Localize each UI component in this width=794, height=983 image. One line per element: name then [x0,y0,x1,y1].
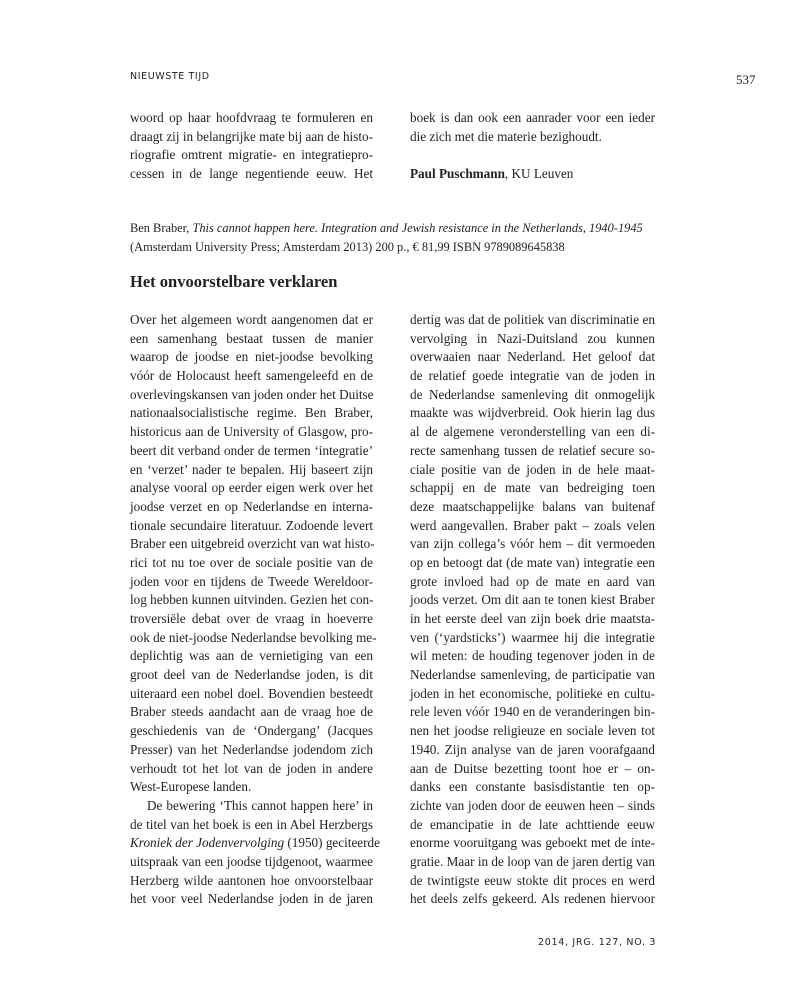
text-line: ven (‘yardsticks’) waarmee hij die integratie [410,629,655,645]
text-line: overwaaien naar Nederland. Het geloof dat [410,349,655,365]
text-line: boek is dan ook een aanrader voor een ieder [410,110,655,125]
previous-review-right-column [410,109,655,184]
book-title: This cannot happen here. Integration and Jewish resistance in the Netherlands, 1940-1945 [192,221,643,235]
text-line: aan de Duitse bezetting toont hoe er – on- [410,760,655,776]
book-publication-details: (Amsterdam University Press; Amsterdam 2013) 200 p., € 81,99 ISBN 9789089645838 [130,240,565,254]
text-line: in het eerste deel van zijn boek drie maatsta- [410,611,655,626]
text-line: de Nederlandse samenleving dit onmogelijk [410,386,655,402]
text-line: gratie. Maar in de loop van de jaren dertig van [410,853,655,869]
text-line: Herzberg wilde aantonen hoe onvoorstelbaar [130,872,373,888]
text-line: joden voor en tijdens de Tweede Wereldoor- [130,573,373,589]
text-line: Braber een uitgebreid overzicht van wat histo- [130,536,375,552]
text-line: West-Europese landen. [130,779,252,795]
text-line: draagt zij in belangrijke mate bij aan de histo- [130,128,373,144]
text-line: het voor veel Nederlandse joden in de jaren [130,891,373,907]
text-line: uitspraak van een joodse tijdgenoot, waarmee [130,853,373,869]
text-line: Presser) van het Nederlandse jodendom zich [130,741,373,757]
review-left-column [130,311,380,909]
text-fragment: (1950) geciteerde [284,835,380,851]
text-line: waarop de joodse en niet-joodse bevolking [130,349,373,365]
text-line: vóór de Holocaust heeft samengeleefd en de [130,368,373,384]
text-line: nationaalsocialistische regime. Ben Braber, [130,405,373,421]
text-line: log hebben kunnen uitvinden. Gezien het con- [130,592,374,608]
text-line: wil meten: de houding tegenover joden in de [410,648,655,664]
text-line: analyse vooral op eerder eigen werk over het [130,480,373,496]
text-line: de titel van het boek is een in Abel Herzbergs [130,816,373,832]
text-line: nen het joodse religieuze en sociale leven tot [410,723,655,739]
text-line: rici tot nu toe over de sociale positie van de [130,554,373,570]
book-author: Ben Braber, [130,221,193,235]
text-line: maakte was wijdverbreid. Ook hierin lag dus [410,405,655,421]
text-line: de emancipatie in de late achttiende eeuw [410,816,655,832]
running-head-section: NIEUWSTE TIJD [130,71,210,82]
footer-issue: 2014, JRG. 127, NO. 3 [538,937,657,948]
citation-line-1 [130,219,670,238]
text-line: grote invloed had op de mate en aard van [410,573,655,589]
italic-book-title: Kroniek der Jodenvervolging [130,835,285,851]
text-line: deplichtig was aan de vernietiging van een [130,648,373,664]
text-line: troversiële debat over de vraag in hoeverre [130,611,373,626]
reviewer-signature [410,165,655,184]
text-line: het deels zelfs gekeerd. Als redenen hiervoor [410,891,655,907]
text-line: enorme vooruitgang was geboekt met de inte- [410,835,655,851]
text-line: werd aangevallen. Braber pakt – zoals velen [410,517,655,533]
text-line: Nederlandse samenleving, de participatie van [410,667,655,683]
text-line: verhoudt tot het lot van de joden in andere [130,760,373,776]
text-line: overlevingskansen van joden onder het Duitse [130,386,374,402]
reviewer-affiliation: , KU Leuven [504,166,574,182]
text-line: joods verzet. Om dit aan te tonen kiest Braber [410,592,655,608]
text-line: beert dit verband onder de termen ‘integratie’ [130,442,373,458]
text-line: recte samenhang tussen de relatief secure so- [410,442,655,458]
text-line: De bewering ‘This cannot happen here’ in [147,797,373,813]
page-number: 537 [736,72,756,87]
text-line: dertig was dat de politiek van discriminatie en [410,312,655,327]
review-title: Het onvoorstelbare verklaren [130,272,338,291]
text-line: de relatief goede integratie van de joden in [410,368,655,384]
text-line: cessen in de lange negentiende eeuw. Het [130,166,373,182]
text-line: 1940. Zijn analyse van de jaren voorafgaand [410,741,655,757]
text-line: ciale positie van de joden in de hele maat- [410,461,655,477]
review-right-column [410,311,655,909]
text-line: woord op haar hoofdvraag te formuleren en [130,110,373,125]
text-line: op en betoogt dat (de mate van) integratie een [410,554,655,570]
text-line: deze maatschappelijke balans van buitenaf [410,498,655,514]
text-line: en ‘verzet’ nader te bepalen. Hij baseert zijn [130,461,373,477]
text-line: ook de niet-joodse Nederlandse bevolking me- [130,629,377,645]
text-line: rele leven vóór 1940 en de veranderingen bin- [410,704,655,720]
previous-review-left-column [130,109,373,184]
reviewer-name: Paul Puschmann [410,166,505,182]
text-line [130,834,380,853]
text-line: schappij en de mate van bedreiging toen [410,480,655,496]
text-line: zichte van joden door de eeuwen heen – sinds [410,797,655,813]
text-line: al de algemene veronderstelling van een di- [410,424,655,440]
text-line: joden in het economische, politieke en cultu- [410,685,655,701]
text-line: joodse verzet en op Nederlandse en interna- [130,498,373,514]
text-line: historicus aan de University of Glasgow, pro- [130,424,373,440]
text-line: Over het algemeen wordt aangenomen dat er [130,312,373,327]
text-line: vervolging in Nazi-Duitsland zou kunnen [410,330,655,346]
text-line: danks een constante basisdistantie ten op- [410,779,655,795]
text-line: riografie omtrent migratie- en integratiepro- [130,147,373,163]
text-line: Braber steeds aandacht aan de vraag hoe de [130,704,373,720]
text-line: een samenhang bestaat tussen de manier [130,330,373,346]
text-line: geschiedenis van de ‘Ondergang’ (Jacques [130,723,373,739]
text-line: de twintigste eeuw stokte dit proces en werd [410,872,655,888]
book-citation [130,219,670,257]
text-line: uiteraard een nobel doel. Bovendien besteedt [130,685,373,701]
text-line: groot deel van de Nederlandse joden, is dit [130,667,373,683]
text-line: die zich met die materie bezighoudt. [410,128,602,144]
text-line: van zijn collega’s vóór hem – dit vermoeden [410,536,655,552]
text-line: tionale secundaire literatuur. Zodoende levert [130,517,373,533]
